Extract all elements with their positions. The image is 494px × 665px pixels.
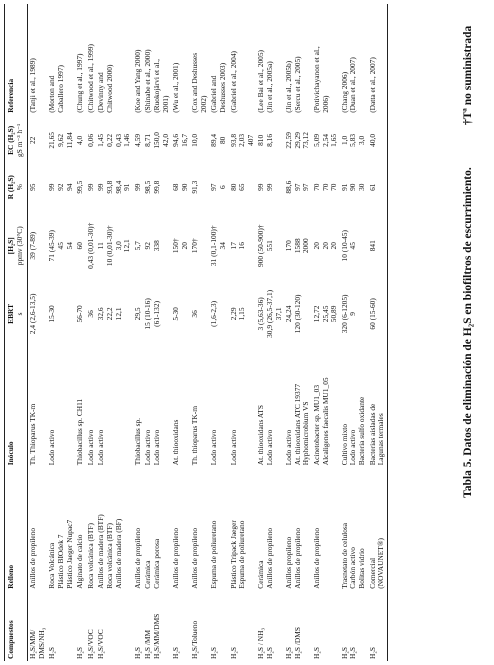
cell-inoc: Bacterias aisladas de Lagunas termales [368, 345, 388, 467]
cell-rell: Anillos de propileno [132, 527, 142, 589]
cell-ref: (Morton and Caballero 1997) [47, 64, 65, 113]
cell-inoc: At. thiooxidans [171, 419, 181, 466]
cell-ebrt: 3 (5,63-36) 30,9 (26,5-37,1) 37,1 [256, 289, 283, 338]
cell-ec: 4,0 [75, 135, 85, 145]
header-ec-label: EC (H₂S) [6, 125, 15, 155]
cell-rell: Anillos de propileno [190, 527, 200, 589]
cell-ref: (Gabriel et al., 2004) [228, 51, 238, 113]
cell-rell: Cerámica Cerámica porosa [143, 538, 161, 589]
cell-r: 97 6 [209, 183, 228, 191]
header-ec-unit: gS m⁻³ h⁻¹ [14, 123, 24, 157]
cell-comp: H₂S [209, 646, 219, 659]
table-caption: Tabla 5. Datos de eliminación de H₂S en biofiltros de escurrimiento. [462, 167, 474, 498]
cell-ref: (Chung et al., 1997) [75, 53, 85, 113]
cell-inoc: Acinetobacter sp. MU1_03 Alcaligenes faecalis MU1_05 [312, 377, 330, 466]
cell-h2s: 150† 20 [171, 238, 189, 254]
table-row [133, 4, 144, 661]
cell-ec: 21,65 9,62 11,84 [47, 132, 74, 149]
cell-ref: (Cox and Deshusses 2002) [190, 52, 208, 113]
cell-comp: H₂S/VOC [96, 629, 106, 659]
cell-r: 99 [132, 183, 142, 191]
cell-inoc: Th. Thioparus TK-m [28, 403, 38, 466]
cell-comp: H₂S/VOC [85, 629, 95, 659]
cell-h2s: 31 (0,1-100)† 34 [209, 225, 228, 267]
header-relleno-label: Relleno [6, 564, 15, 589]
cell-inoc: At. thiooxidans ATS Lodo activo [256, 405, 275, 466]
cell-r: 61 [368, 166, 388, 209]
header-referencia-label: Referencia [6, 78, 15, 113]
cell-h2s: 170† [190, 238, 200, 254]
cell-h2s: 0,43 (0,01-30)† [85, 222, 95, 269]
cell-ref: (Shinabe et al., 2000) (Ruokojärvi et al., 2001) [143, 49, 170, 113]
cell-r: 95 [28, 183, 38, 191]
header-h2s-unit: ppmv (30°C) [14, 226, 24, 266]
table-row [190, 4, 209, 661]
cell-comp: H₂S [228, 646, 238, 659]
header-r [5, 166, 28, 209]
cell-h2s: 92 338 [143, 240, 161, 252]
cell-ec: 93,8 2,03 407 [228, 133, 255, 147]
cell-rell: Roca volcánica (BTF) [85, 523, 95, 589]
header-ebrt-unit: s [14, 312, 24, 316]
cell-ec: 22,59 29,29 73,12 [284, 132, 311, 149]
cell-h2s: 39 (7-89) [28, 231, 38, 260]
table-row [75, 4, 86, 661]
table-row [312, 4, 340, 661]
cell-h2s: 841 [368, 208, 388, 283]
cell-h2s: 71 (45-39) 45 54 [47, 230, 74, 262]
cell-ebrt: 32,6 22,2 12,1 [96, 307, 123, 321]
cell-rell: Roca Volcánica Plástico BIOdek 7 Plástico Jaeger Nupac7 [47, 519, 74, 589]
cell-ebrt: 2,4 (2,6-13,5) [28, 293, 38, 335]
cell-ref: (Lee Bai et al., 2005) (Jin et al., 2005a) [256, 50, 275, 113]
header-r-unit: % [14, 184, 24, 191]
cell-ref: (Jin et al., 2005b) (Sercu et al., 2005) [284, 56, 302, 113]
cell-comp: H₂S [132, 646, 142, 659]
cell-ec: 8,71 150,0 42,0 [143, 132, 170, 149]
cell-rell: Espuma de poliuretano [209, 520, 219, 589]
table-row [47, 4, 75, 661]
header-r-label: R (H₂S) [6, 175, 15, 200]
table-footnote: †Tª no suministrada [462, 25, 474, 125]
cell-ec: 94,6 16,7 [171, 133, 189, 147]
cell-ref: (Datta et al., 2007) [368, 4, 388, 115]
cell-ref: (Potivichayanon et al., 2006) [312, 46, 330, 113]
table-body [28, 4, 388, 661]
cell-comp: H₂S H₂S [339, 646, 358, 659]
cell-r: 98,5 99,8 [143, 180, 161, 194]
cell-comp: H₂S /MM H₂S/MM/DMS [143, 613, 161, 659]
header-ec [5, 115, 28, 166]
table-row [96, 4, 132, 661]
cell-rell: Anillos de propileno [28, 527, 38, 589]
cell-comp: H₂S/MM/ DMS/NH₃ [28, 627, 46, 659]
header-relleno [5, 467, 28, 591]
cell-rell: Alginato de calcio [75, 534, 85, 589]
cell-ec: 22 [28, 136, 38, 145]
cell-comp: H₂S [312, 646, 321, 659]
cell-ebrt: 15-30 [47, 305, 57, 323]
cell-comp: H₂S [47, 646, 57, 659]
cell-rell: Trasnetato de celulosa Carbón activo Bolitas vidrio [339, 522, 366, 589]
header-inoculo [5, 345, 28, 467]
cell-inoc: Lodo activo [228, 429, 238, 466]
table-row [229, 4, 257, 661]
table-row [171, 4, 190, 661]
header-ebrt-label: EBRT [6, 303, 15, 324]
cell-comp: H₂S/Tolueno [190, 620, 200, 659]
cell-ref: (Koe and Yang 2000) [132, 49, 142, 113]
cell-ec: 1,45 0,22 0,43 1,46 [96, 133, 132, 147]
cell-ref: (Chitwood et al., 1999) [85, 44, 95, 113]
cell-inoc: Thiobacillus sp. [132, 418, 142, 466]
cell-r: 99 93,8 98,4 91 [96, 180, 132, 194]
cell-inoc: Cultivo mixto Lodo activo Bacteria sulfo oxidante [339, 396, 366, 466]
header-ebrt [5, 283, 28, 345]
cell-r: 99 99 [256, 183, 275, 191]
table-row [368, 4, 388, 661]
table-row [256, 4, 284, 661]
cell-inoc: Th. thioparus TK-m [190, 406, 200, 466]
cell-rell: Plástico Tripack Jaeger Espuma de poliuretano [228, 520, 247, 589]
table-row [28, 4, 48, 661]
cell-rell: Anillos de propileno [171, 527, 181, 589]
cell-ec: 810 8,16 [256, 133, 275, 147]
cell-inoc: Lodo activo [85, 429, 95, 466]
cell-inoc: Lodo activo Lodo activo [143, 429, 161, 466]
cell-r: 91,3 [190, 180, 200, 194]
header-h2s [5, 208, 28, 283]
cell-r: 68 90 [171, 183, 189, 191]
cell-rell: Cerámica Anillos de propileno [256, 527, 275, 589]
cell-ec: 0,06 [85, 133, 95, 147]
cell-inoc: Thiobacillus sp. CH11 [75, 398, 85, 466]
cell-ebrt: 60 (15-60) [368, 283, 388, 345]
cell-ebrt: 36 [190, 310, 200, 318]
cell-comp: H₂S [368, 591, 388, 661]
h2s-removal-table [4, 4, 388, 661]
cell-inoc: Lodo activo [209, 429, 219, 466]
header-compuestos-label: Compuestos [6, 620, 15, 659]
cell-rell: Comercial (NOVAUNET®) [368, 467, 388, 591]
cell-h2s: 170 1588 2000 [284, 238, 311, 254]
cell-ebrt: (1,6-2,3) [209, 300, 219, 327]
cell-ebrt: 320 (6-1205) 9 [339, 294, 358, 334]
cell-h2s: 10 (10-45) 45 [339, 230, 358, 262]
cell-ebrt: 5-30 [171, 307, 181, 321]
cell-h2s: 17 16 [228, 242, 247, 250]
cell-ebrt: 56-70 [75, 305, 85, 323]
cell-rell: Anillos de madera (BTF) Roca volcánica (BTF) Anillos de madera (BF) [96, 514, 123, 589]
cell-r: 88,6 97 97 [284, 180, 311, 194]
cell-ref: (Wu et al., 2001) [171, 62, 181, 113]
cell-comp: H₂S / NH₃ H₂S [256, 627, 275, 659]
cell-r: 99 [85, 183, 95, 191]
cell-rell: Anillos de propileno [312, 527, 321, 589]
table-header-row [5, 4, 28, 661]
header-compuestos [5, 591, 28, 661]
header-h2s-label: [H₂S] [6, 237, 15, 255]
cell-inoc: Lodo activo At. thiooxidans ATC 19377 Hyphomicrobium VS [284, 383, 311, 466]
cell-ref: (Devinny and Chitwood 2000) [96, 64, 114, 113]
cell-h2s: 900 (50-900)† 551 [256, 224, 275, 267]
cell-ec: 1,0 5,83 3,0 [339, 133, 366, 147]
cell-rell: Anillos propileno Anillos de propileno [284, 527, 302, 589]
cell-ebrt: 29,5 [132, 307, 142, 321]
cell-r: 80 65 [228, 183, 247, 191]
cell-ebrt: 15 (10-16) (61-132) [143, 298, 161, 330]
cell-ec: 10,0 [190, 133, 200, 147]
table-row [340, 4, 368, 661]
cell-h2s: 11 10 (0,01-30)† 3,0 12,1 [96, 225, 132, 267]
header-referencia [5, 4, 28, 115]
cell-comp: H₂S H₂S /DMS [284, 627, 302, 659]
cell-comp: H₂S [75, 646, 85, 659]
cell-r: 91 90 30 [339, 183, 366, 191]
cell-comp: H₂S [171, 646, 181, 659]
cell-ec: 4,59 [132, 133, 142, 147]
cell-ec: 40,0 [368, 115, 388, 166]
cell-ebrt: 2,29 1,15 [228, 307, 247, 321]
cell-r: 99 92 94 [47, 183, 74, 191]
cell-ebrt: 36 [85, 310, 95, 318]
cell-r: 99,5 [75, 180, 85, 194]
cell-ref: (Gabriel and Deshusses 2003) [209, 62, 228, 113]
cell-ebrt: 24,24 120 (30-120) [284, 294, 302, 334]
cell-r: 70 70 70 [312, 183, 339, 191]
cell-h2s: 5,7 [132, 241, 142, 251]
cell-ebrt: 12,72 25,45 50,89 [312, 305, 339, 323]
cell-ref: (Chang 2006) (Duan et al., 2007) [339, 57, 358, 113]
cell-ec: 5,09 2,54 1,65 [312, 133, 339, 147]
cell-h2s: 60 [75, 242, 85, 250]
table-row [86, 4, 97, 661]
table-row [284, 4, 312, 661]
cell-ref: (Tanji et al., 1989) [28, 58, 38, 113]
header-inoculo-label: Inóculo [6, 441, 15, 466]
cell-inoc: Lodo activo [96, 429, 106, 466]
cell-h2s: 20 20 20 [312, 242, 339, 250]
table-row [209, 4, 228, 661]
cell-inoc: Lodo activo [47, 429, 57, 466]
table-row [143, 4, 171, 661]
cell-ec: 89,4 80 [209, 133, 228, 147]
